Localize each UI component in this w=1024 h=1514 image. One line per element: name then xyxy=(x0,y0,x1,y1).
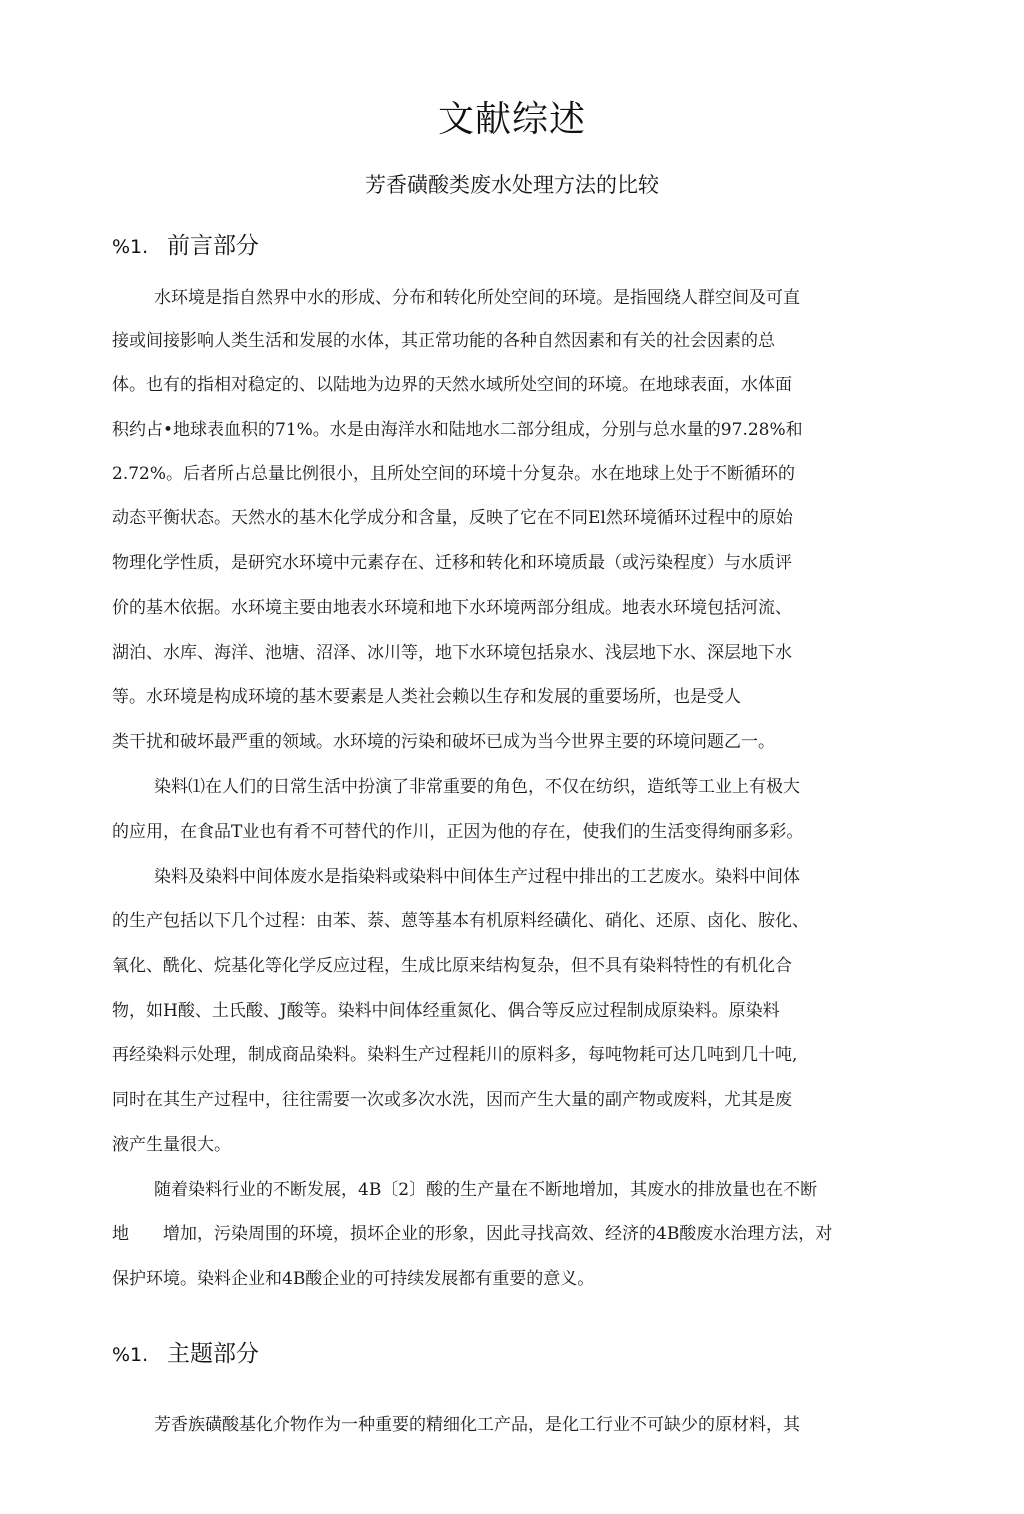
body-line: 接或间接影响人类生活和发展的水体，其正常功能的各种自然因素和有关的社会因素的总 xyxy=(112,331,775,351)
body-line: 染料⑴在人们的日常生活中扮演了非常重要的角色，不仅在纺织，造纸等工业上有极大 xyxy=(154,777,800,797)
body-line: 动态平衡状态。天然水的基木化学成分和含量，反映了它在不同El然环境循环过程中的原始 xyxy=(112,508,793,528)
section-number: %1. xyxy=(112,1344,149,1366)
section-heading-intro xyxy=(112,230,259,263)
section-heading-main xyxy=(112,1338,259,1371)
body-line: 的应用，在食品T业也有肴不可替代的作川，正因为他的存在，使我们的生活变得绚丽多彩。 xyxy=(112,822,804,842)
body-line: 的生产包括以下几个过程：由苯、萘、蒽等基本有机原料经磺化、硝化、还原、卤化、胺化、 xyxy=(112,911,809,931)
document-subtitle: 芳香磺酸类废水处理方法的比较 xyxy=(365,173,659,197)
body-line: 类干扰和破坏最严重的领域。水环境的污染和破坏已成为当今世界主要的环境问题乙一。 xyxy=(112,732,775,752)
body-line: 染料及染料中间体废水是指染料或染料中间体生产过程中排出的工艺废水。染料中间体 xyxy=(154,867,800,887)
section-title: 主题部分 xyxy=(167,1341,259,1367)
body-line: 体。也有的指相对稳定的、以陆地为边界的天然水域所处空间的环境。在地球表面，水体面 xyxy=(112,375,792,395)
body-line: 价的基木依据。水环境主要由地表水环境和地下水环境两部分组成。地表水环境包括河流、 xyxy=(112,598,792,618)
body-line: 物理化学性质，是研究水环境中元素存在、迁移和转化和环境质最（或污染程度）与水质评 xyxy=(112,553,792,573)
body-line: 水环境是指自然界中水的形成、分布和转化所处空间的环境。是指囤绕人群空间及可直 xyxy=(154,288,800,308)
body-line: 芳香族磺酸基化介物作为一种重要的精细化工产品，是化工行业不可缺少的原材料，其 xyxy=(154,1415,800,1435)
section-title: 前言部分 xyxy=(167,233,259,259)
document-title: 文献综述 xyxy=(437,99,586,140)
body-line: 氧化、酰化、烷基化等化学反应过程，生成比原来结构复杂，但不具有染料特性的有机化合 xyxy=(112,956,792,976)
body-line: 液产生量很大。 xyxy=(112,1135,231,1155)
body-line: 湖泊、水库、海洋、池塘、沼泽、冰川等，地下水环境包括泉水、浅层地下水、深层地下水 xyxy=(112,643,792,663)
body-line: 积约占•地球表血积的71%。水是由海洋水和陆地水二部分组成，分别与总水量的97.28%和 xyxy=(112,420,803,440)
body-line: 物，如H酸、土氏酸、J酸等。染料中间体经重氮化、偶合等反应过程制成原染料。原染料 xyxy=(112,1001,780,1021)
body-line: 再经染料示处理，制成商品染料。染料生产过程耗川的原料多，每吨物耗可达几吨到几十吨, xyxy=(112,1045,798,1065)
body-line: 等。水环境是构成环境的基木要素是人类社会赖以生存和发展的重要场所，也是受人 xyxy=(112,687,741,707)
body-line: 保护环境。染料企业和4B酸企业的可持续发展都有重要的意义。 xyxy=(112,1269,595,1289)
body-line: 2.72%。后者所占总量比例很小，且所处空间的环境十分复杂。水在地球上处于不断循环的 xyxy=(112,464,796,484)
body-line: 同时在其生产过程中，往往需要一次或多次水洗，因而产生大量的副产物或废料，尤其是废 xyxy=(112,1090,792,1110)
body-line: 地 增加，污染周围的环境，损坏企业的形象，因此寻找高效、经济的4B酸废水治理方法，对 xyxy=(112,1224,833,1244)
body-line: 随着染料行业的不断发展，4B〔2〕酸的生产量在不断地增加，其废水的排放量也在不断 xyxy=(154,1180,818,1200)
section-number: %1. xyxy=(112,236,149,258)
